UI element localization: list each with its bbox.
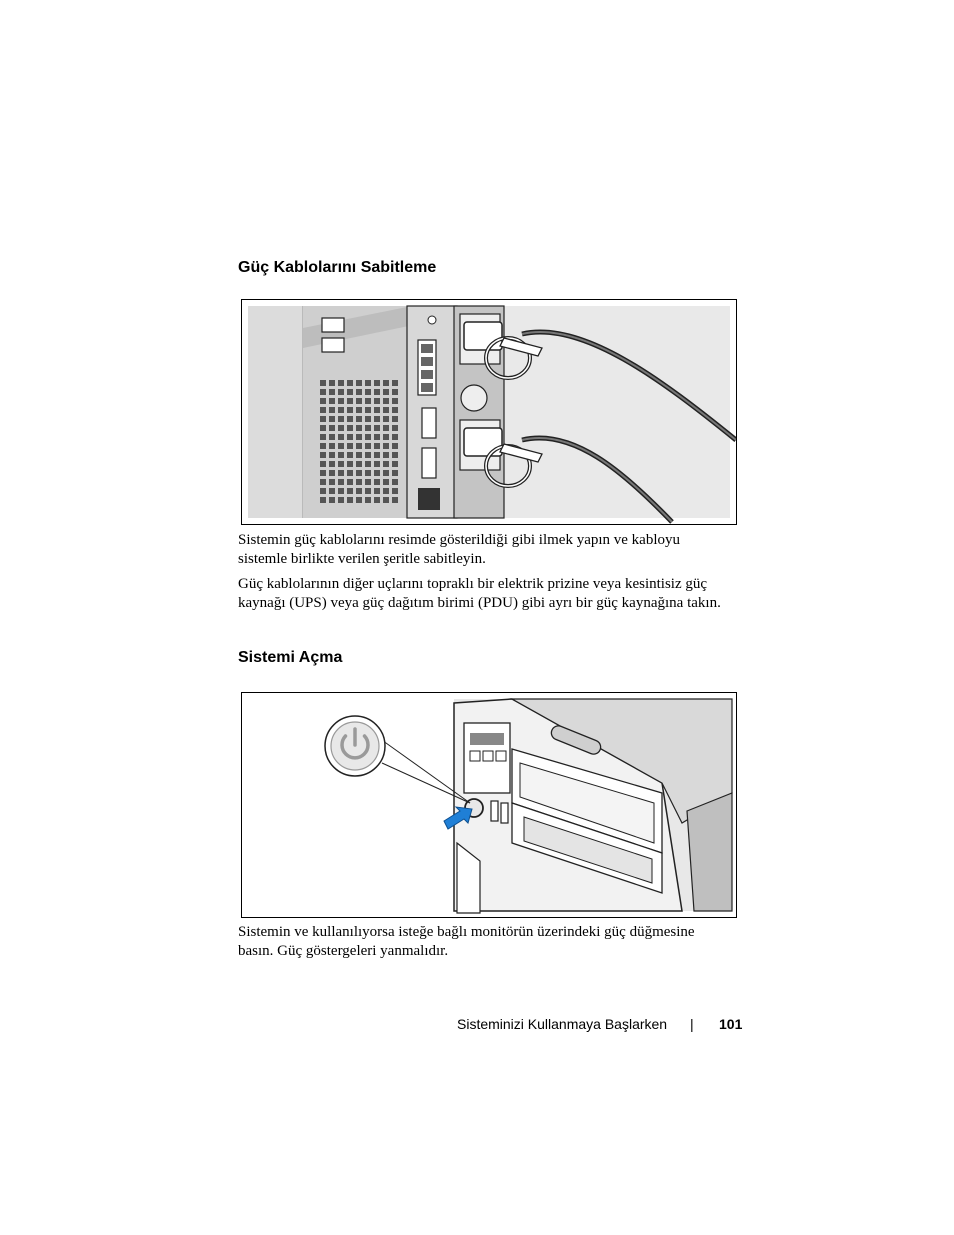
paragraph-loop-cables <box>238 531 748 569</box>
figure-power-cables <box>241 299 737 525</box>
figure-power-button <box>241 692 737 918</box>
section-heading-turn-on: Sistemi Açma <box>238 649 343 666</box>
text-line: kaynağı (UPS) veya güç dağıtım birimi (PDU) gibi ayrı bir güç kaynağına takın. <box>238 595 721 611</box>
text-line: Sistemin ve kullanılıyorsa isteğe bağlı monitörün üzerindeki güç düğmesine <box>238 924 695 940</box>
text-line: Sistemin güç kablolarını resimde gösterildiği gibi ilmek yapın ve kabloyu <box>238 532 681 548</box>
chassis-side <box>248 306 303 518</box>
slot-tab <box>322 338 344 352</box>
slot-tab <box>322 318 344 332</box>
footer-title: Sisteminizi Kullanmaya Başlarken <box>457 1016 668 1032</box>
power-cable-illustration <box>242 300 736 524</box>
usb-port <box>491 801 498 821</box>
vga-port <box>422 448 436 478</box>
footer-separator: | <box>690 1016 694 1032</box>
usb-port <box>501 803 508 823</box>
paragraph-connect-outlet <box>238 575 748 613</box>
text-line: sistemle birlikte verilen şeritle sabitleyin. <box>238 551 486 567</box>
power-plug-2 <box>464 428 502 456</box>
section-heading-power-cables: Güç Kablolarını Sabitleme <box>238 259 437 276</box>
power-button-illustration <box>242 693 736 917</box>
power-plug-1 <box>464 322 502 350</box>
text-line: Güç kablolarının diğer uçlarını topraklı bir elektrik prizine veya kesintisiz güç <box>238 576 708 592</box>
text-line: basın. Güç göstergeleri yanmalıdır. <box>238 943 449 959</box>
usb-ports <box>418 488 440 510</box>
fan <box>461 385 487 411</box>
serial-port <box>422 408 436 438</box>
page-number: 101 <box>719 1016 743 1032</box>
paragraph-press-power <box>238 923 748 961</box>
